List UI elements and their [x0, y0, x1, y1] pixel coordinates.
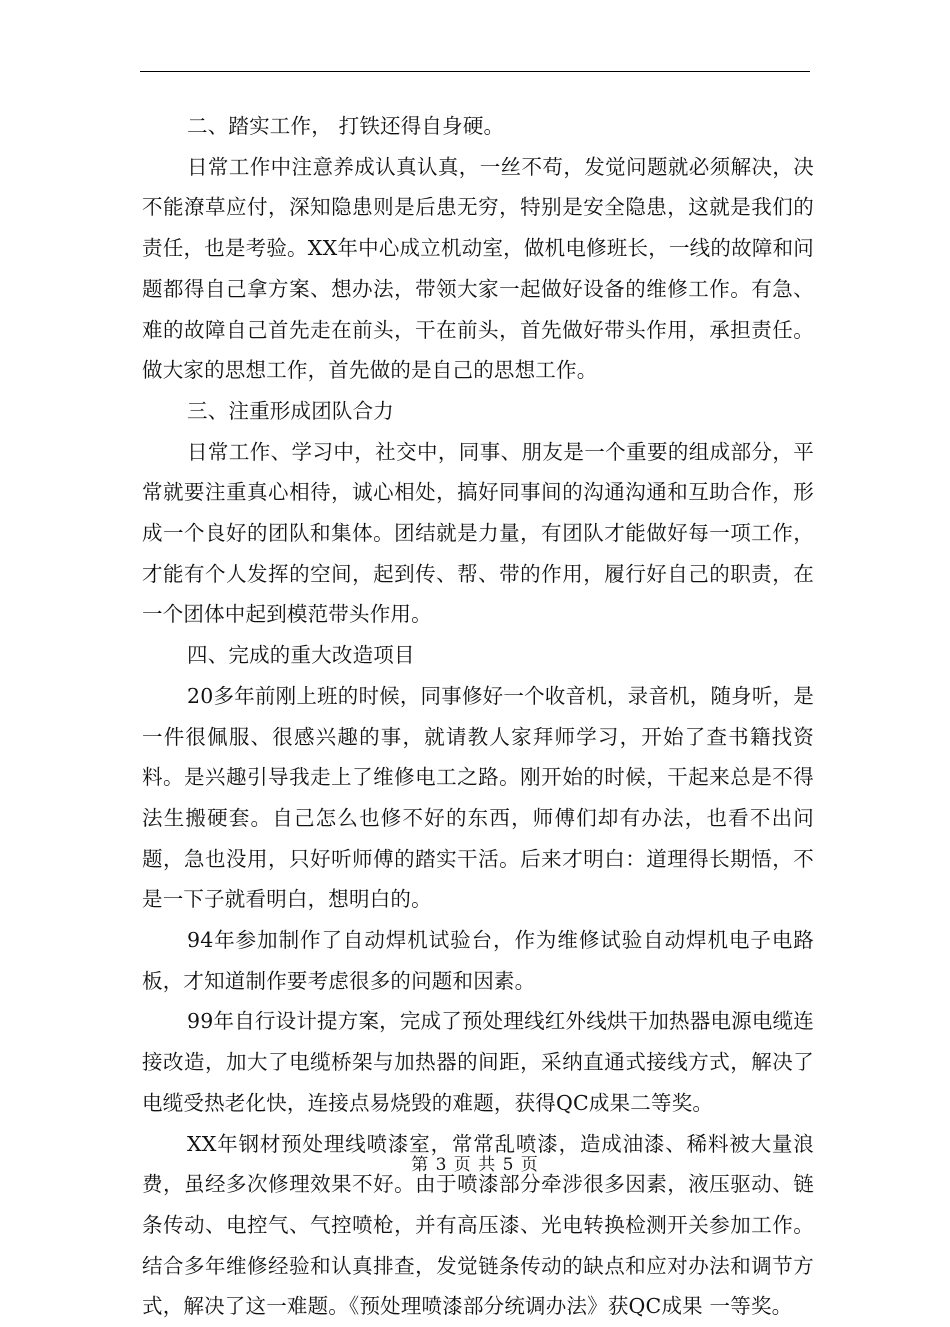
paragraph-early-career: 20多年前刚上班的时候，同事修好一个收音机，录音机，随身听，是一件很佩服、很感兴趣的事，就请教人家拜师学习，开始了查书籍找资料。是兴趣引导我走上了维修电工之路。刚开始的时候，干起来总是不得法生搬硬套。自己怎么也修不好的东西，师傅们却有办法，也看不出问题，急也没用，只好听师傅的踏实干活。后来才明白：道理得长期悟，不是一下子就看明白，想明白的。 [142, 683, 814, 912]
heading-team-strength: 三、注重形成团队合力 [187, 398, 394, 423]
header-rule [140, 71, 810, 72]
heading-practical-work: 二、踏实工作， 打铁还得自身硬。 [187, 114, 505, 138]
page-number: 第 3 页 共 5 页 [411, 1155, 539, 1175]
paragraph-paint-room: XX年钢材预处理线喷漆室，常常乱喷漆，造成油漆、稀料被大量浪费，虽经多次修理效果不好。由于喷漆部分牵涉很多因素，液压驱动、链条传动、电控气、气控喷枪，并有高压漆、光电转换检测开关参加工作。结合多年维修经验和认真排查，发觉链条传动的缺点和应对办法和调节方式，解决了这一难题。《预处理喷漆部分统调办法》获QC成果 一等奖。 [142, 1131, 814, 1319]
paragraph-daily-work: 日常工作中注意养成认真认真，一丝不苟，发觉问题就必须解决，决不能潦草应付，深知隐患则是后患无穷，特别是安全隐患，这就是我们的责任，也是考验。XX年中心成立机动室，做机电修班长，一线的故障和问题都得自己拿方案、想办法，带领大家一起做好设备的维修工作。有急、难的故障自己首先走在前头，干在前头，首先做好带头作用，承担责任。做大家的思想工作，首先做的是自己的思想工作。 [142, 154, 814, 383]
paragraph-team: 日常工作、学习中，社交中，同事、朋友是一个重要的组成部分，平常就要注重真心相待，诚心相处，搞好同事间的沟通沟通和互助合作，形成一个良好的团队和集体。团结就是力量，有团队才能做好每一项工作，才能有个人发挥的空间，起到传、帮、带的作用，履行好自己的职责，在一个团体中起到模范带头作用。 [142, 439, 814, 627]
paragraph-1994: 94年参加制作了自动焊机试验台，作为维修试验自动焊机电子电路板，才知道制作要考虑很多的问题和因素。 [142, 928, 814, 993]
paragraph-1999: 99年自行设计提方案，完成了预处理线红外线烘干加热器电源电缆连接改造，加大了电缆桥架与加热器的间距，采纳直通式接线方式，解决了电缆受热老化快，连接点易烧毁的难题，获得QC成果二等奖。 [142, 1009, 814, 1115]
heading-major-projects: 四、完成的重大改造项目 [187, 643, 415, 668]
document-body [142, 106, 814, 1327]
